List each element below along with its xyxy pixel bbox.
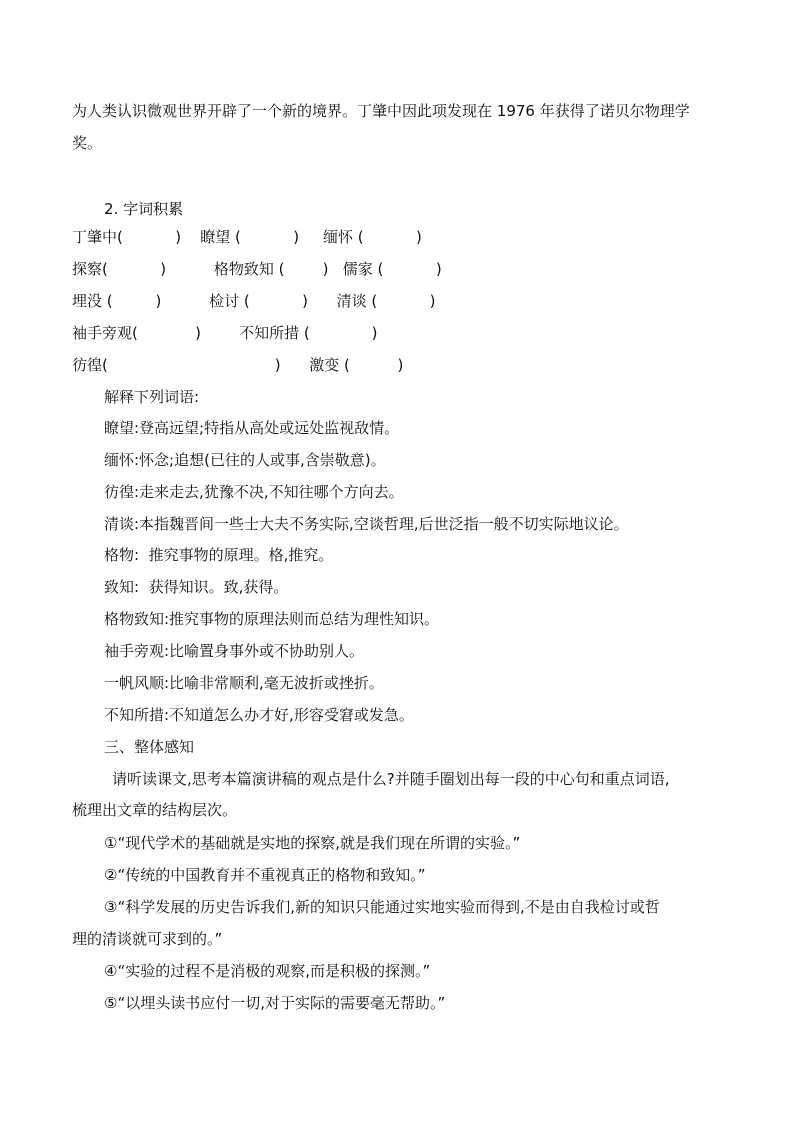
definition-item: 不知所措:不知道怎么办才好,形容受窘或发急。: [104, 706, 414, 724]
vocab-row: 袖手旁观( ) 不知所措 ( ): [72, 324, 378, 342]
vocab-row: 探察( ) 格物致知 ( ) 儒家 ( ): [72, 260, 442, 278]
definition-item: 致知: 获得知识。致,获得。: [104, 578, 289, 596]
definition-item: 瞭望:登高远望;特指从高处或远处监视敌情。: [104, 419, 400, 437]
quote-item: ③“科学发展的历史告诉我们,新的知识只能通过实地实验而得到,不是由自我检讨或哲: [104, 898, 660, 916]
definition-item: 清谈:本指魏晋间一些士大夫不务实际,空谈哲理,后世泛指一般不切实际地议论。: [104, 515, 629, 533]
definition-item: 彷徨:走来走去,犹豫不决,不知往哪个方向去。: [104, 483, 404, 501]
section2-heading: 2. 字词积累: [104, 200, 184, 218]
definition-item: 袖手旁观:比喻置身事外或不协助别人。: [104, 642, 365, 660]
definition-item: 格物致知:推究事物的原理法则而总结为理性知识。: [104, 610, 440, 628]
explain-heading: 解释下列词语:: [104, 388, 200, 406]
quote-item: ④“实验的过程不是消极的观察,而是积极的探测。”: [104, 962, 431, 980]
prompt-line-2: 梳理出文章的结构层次。: [72, 801, 238, 819]
intro-line-1: 为人类认识微观世界开辟了一个新的境界。丁肇中因此项发现在 1976 年获得了诺贝尔物理学: [72, 102, 690, 120]
section3-heading: 三、整体感知: [104, 738, 195, 756]
vocab-row: 埋没 ( ) 检讨 ( ) 清谈 ( ): [72, 292, 436, 310]
quote-item: ⑤“以埋头读书应付一切,对于实际的需要毫无帮助。”: [104, 994, 446, 1012]
intro-line-2: 奖。: [72, 134, 103, 152]
definition-item: 一帆风顺:比喻非常顺利,毫无波折或挫折。: [104, 674, 384, 692]
quote-item: ①“现代学术的基础就是实地的探察,就是我们现在所谓的实验。”: [104, 834, 521, 852]
quote-item-continued: 理的清谈就可求到的。”: [72, 930, 223, 948]
quote-item: ②“传统的中国教育并不重视真正的格物和致知。”: [104, 866, 426, 884]
prompt-line-1: 请听读课文,思考本篇演讲稿的观点是什么?并随手圈划出每一段的中心句和重点词语,: [112, 770, 670, 788]
definition-item: 格物: 推究事物的原理。格,推究。: [104, 546, 334, 564]
vocab-row: 彷徨( ) 激变 ( ): [72, 356, 404, 374]
definition-item: 缅怀:怀念;追想(已往的人或事,含崇敬意)。: [104, 451, 386, 469]
vocab-row: 丁肇中( ) 瞭望 ( ) 缅怀 ( ): [72, 228, 422, 246]
